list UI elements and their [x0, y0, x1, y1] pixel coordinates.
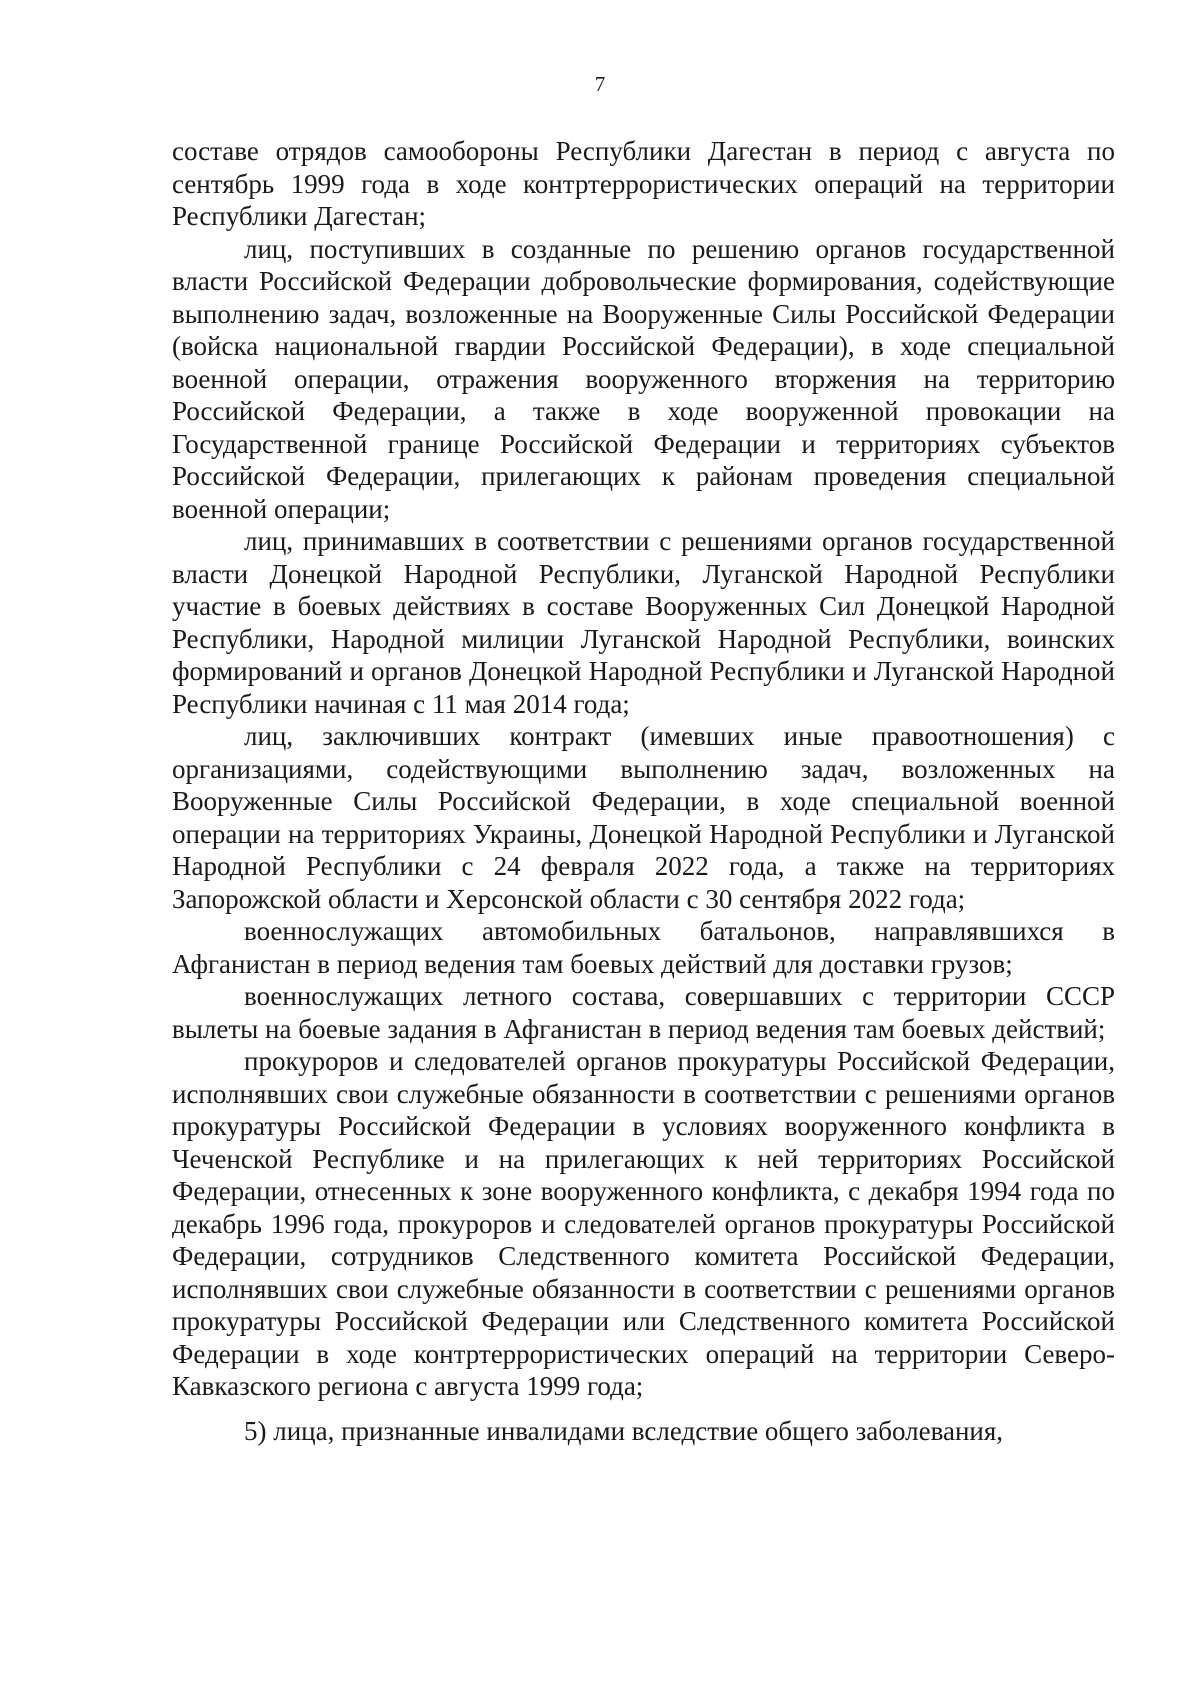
- paragraph-item-5: 5) лица, признанные инвалидами вследствие общего заболевания,: [244, 1415, 1004, 1446]
- paragraph-continuation: составе отрядов самообороны Республики Дагестан в период с августа по сентябрь 1999 года в ходе контртеррористических операций на территории Республики Дагестан;: [172, 136, 1115, 231]
- paragraph-contract-organizations: лиц, заключивших контракт (имевших иные правоотношения) с организациями, содействующими выполнению задач, возложенных на Вооруженные Силы Российской Федерации, в ходе специальной военной операции на территориях Украины, Донецкой Народной Республики и Луганской Народной Республики с 24 февраля 2022 года, а также на территориях Запорожской области и Херсонской области с 30 сентября 2022 года;: [172, 721, 1115, 914]
- paragraph-flight-crew: военнослужащих летного состава, совершавших с территории СССР вылеты на боевые задания в Афганистан в период ведения там боевых действий;: [172, 981, 1115, 1044]
- document-body: [172, 135, 1115, 1447]
- page-number: 7: [594, 72, 606, 96]
- paragraph-prosecutors: прокуроров и следователей органов прокуратуры Российской Федерации, исполнявших свои служебные обязанности в соответствии с решениями органов прокуратуры Российской Федерации в условиях вооруженного конфликта в Чеченской Республике и на прилегающих к ней территориях Российской Федерации, отнесенных к зоне вооруженного конфликта, с декабря 1994 года по декабрь 1996 года, прокуроров и следователей органов прокуратуры Российской Федерации, сотрудников Следственного комитета Российской Федерации, исполнявших свои служебные обязанности в соответствии с решениями органов прокуратуры Российской Федерации или Следственного комитета Российской Федерации в ходе контртеррористических операций на территории Северо-Кавказского региона с августа 1999 года;: [172, 1046, 1115, 1401]
- paragraph-automobile-battalions: военнослужащих автомобильных батальонов, направлявшихся в Афганистан в период ведения там боевых действий для доставки грузов;: [172, 916, 1115, 979]
- paragraph-dnr-lnr-participants: лиц, принимавших в соответствии с решениями органов государственной власти Донецкой Народной Республики, Луганской Народной Республики участие в боевых действиях в составе Вооруженных Сил Донецкой Народной Республики, Народной милиции Луганской Народной Республики, воинских формирований и органов Донецкой Народной Республики и Луганской Народной Республики начиная с 11 мая 2014 года;: [172, 526, 1115, 719]
- paragraph-volunteer-formations: лиц, поступивших в созданные по решению органов государственной власти Российской Федерации добровольческие формирования, содействующие выполнению задач, возложенные на Вооруженные Силы Российской Федерации (войска национальной гвардии Российской Федерации), в ходе специальной военной операции, отражения вооруженного вторжения на территорию Российской Федерации, а также в ходе вооруженной провокации на Государственной границе Российской Федерации и территориях субъектов Российской Федерации, прилегающих к районам проведения специальной военной операции;: [172, 233, 1115, 524]
